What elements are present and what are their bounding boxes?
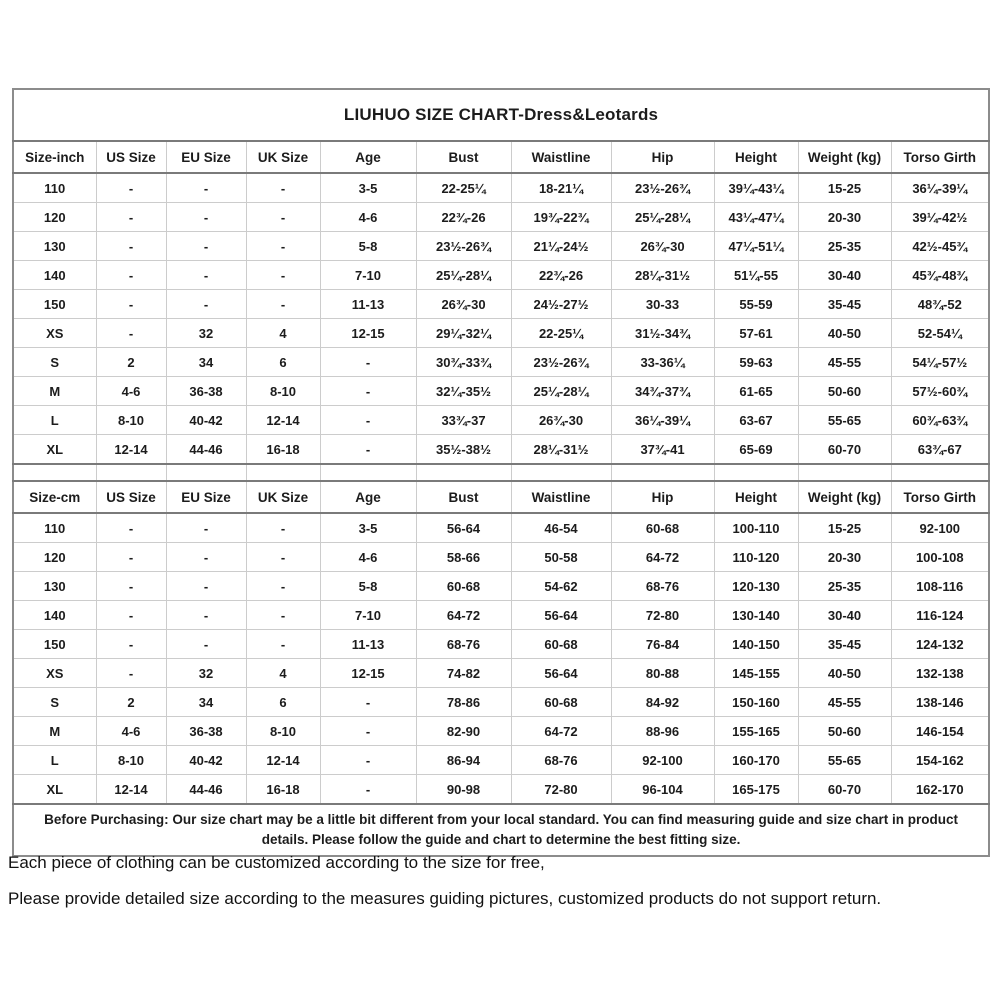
column-header: Age [320,481,416,513]
measurement-cell: - [246,173,320,203]
size-label-cell: L [13,406,96,435]
measurement-cell: 16-18 [246,775,320,805]
measurement-cell: 12-14 [246,406,320,435]
measurement-cell: - [246,513,320,543]
measurement-cell: 92-100 [611,746,714,775]
size-chart-table [12,88,990,857]
column-header: Bust [416,481,511,513]
measurement-cell: 42½-45¾ [891,232,989,261]
measurement-cell: 84-92 [611,688,714,717]
column-header: Height [714,481,798,513]
measurement-cell: 57-61 [714,319,798,348]
measurement-cell: 28¼-31½ [511,435,611,465]
measurement-cell: 56-64 [416,513,511,543]
measurement-cell: 32 [166,319,246,348]
measurement-cell: 65-69 [714,435,798,465]
measurement-cell: 155-165 [714,717,798,746]
measurement-cell: - [166,261,246,290]
measurement-cell: 55-65 [798,406,891,435]
measurement-cell: 132-138 [891,659,989,688]
measurement-cell: - [246,601,320,630]
column-header: Weight (kg) [798,141,891,173]
measurement-cell: 33-36¼ [611,348,714,377]
measurement-cell: 72-80 [511,775,611,805]
column-header: Age [320,141,416,173]
measurement-cell: 3-5 [320,513,416,543]
measurement-cell: 28¼-31½ [611,261,714,290]
measurement-cell: 54-62 [511,572,611,601]
measurement-cell: 46-54 [511,513,611,543]
measurement-cell: 100-108 [891,543,989,572]
measurement-cell: 68-76 [416,630,511,659]
measurement-cell: 2 [96,688,166,717]
size-label-cell: M [13,717,96,746]
table-row [13,173,989,203]
measurement-cell: 4 [246,319,320,348]
measurement-cell: 63-67 [714,406,798,435]
measurement-cell: - [96,173,166,203]
measurement-cell: 22¾-26 [511,261,611,290]
measurement-cell: 12-15 [320,319,416,348]
measurement-cell: 68-76 [511,746,611,775]
measurement-cell: 162-170 [891,775,989,805]
measurement-cell: 92-100 [891,513,989,543]
measurement-cell: 36-38 [166,377,246,406]
measurement-cell: 7-10 [320,601,416,630]
column-header: EU Size [166,141,246,173]
measurement-cell: - [320,746,416,775]
table-row [13,406,989,435]
measurement-cell: 76-84 [611,630,714,659]
measurement-cell: - [166,513,246,543]
table-row [13,348,989,377]
table-row [13,203,989,232]
measurement-cell: 51¼-55 [714,261,798,290]
table-row [13,746,989,775]
measurement-cell: 32¼-35½ [416,377,511,406]
table-row [13,630,989,659]
measurement-cell: 34 [166,688,246,717]
table-row [13,688,989,717]
measurement-cell: - [246,290,320,319]
measurement-cell: 43¼-47¼ [714,203,798,232]
measurement-cell: 5-8 [320,572,416,601]
measurement-cell: 45-55 [798,348,891,377]
measurement-cell: 36-38 [166,717,246,746]
customization-note-line2: Please provide detailed size according to the measures guiding pictures, customized products do not support return. [8,889,882,908]
measurement-cell: - [166,543,246,572]
measurement-cell: 52-54¼ [891,319,989,348]
customization-note-line1: Each piece of clothing can be customized according to the size for free, [8,853,545,872]
size-label-cell: 140 [13,601,96,630]
measurement-cell: 50-60 [798,377,891,406]
measurement-cell: - [96,203,166,232]
column-header: Height [714,141,798,173]
table-row [13,717,989,746]
measurement-cell: 2 [96,348,166,377]
measurement-cell: 25-35 [798,572,891,601]
measurement-cell: 39¼-43¼ [714,173,798,203]
measurement-cell: 64-72 [416,601,511,630]
measurement-cell: - [246,261,320,290]
note-row [13,804,989,856]
measurement-cell: 40-50 [798,319,891,348]
size-label-cell: 120 [13,543,96,572]
spacer-cell [320,464,416,481]
cm-table-section [13,481,989,804]
measurement-cell: - [96,601,166,630]
size-label-cell: 150 [13,630,96,659]
measurement-cell: 64-72 [611,543,714,572]
measurement-cell: 57½-60¾ [891,377,989,406]
measurement-cell: - [166,290,246,319]
measurement-cell: 11-13 [320,630,416,659]
measurement-cell: 86-94 [416,746,511,775]
measurement-cell: - [96,290,166,319]
table-row [13,543,989,572]
column-header: US Size [96,481,166,513]
measurement-cell: 108-116 [891,572,989,601]
spacer-cell [714,464,798,481]
column-header: Hip [611,481,714,513]
measurement-cell: 60-68 [511,688,611,717]
measurement-cell: 61-65 [714,377,798,406]
column-header: Size-cm [13,481,96,513]
spacer-cell [166,464,246,481]
column-header: Torso Girth [891,481,989,513]
measurement-cell: 150-160 [714,688,798,717]
measurement-cell: 25¼-28¼ [511,377,611,406]
measurement-cell: 22¾-26 [416,203,511,232]
size-label-cell: XS [13,659,96,688]
table-spacer-row [13,464,989,481]
table-row [13,435,989,465]
measurement-cell: 25¼-28¼ [611,203,714,232]
measurement-cell: 160-170 [714,746,798,775]
measurement-cell: 60-68 [611,513,714,543]
measurement-cell: - [96,319,166,348]
size-label-cell: 130 [13,232,96,261]
measurement-cell: 39¼-42½ [891,203,989,232]
measurement-cell: 78-86 [416,688,511,717]
size-label-cell: XL [13,435,96,465]
size-label-cell: S [13,348,96,377]
header-row [13,481,989,513]
measurement-cell: 26¾-30 [511,406,611,435]
spacer-cell [416,464,511,481]
column-header: Weight (kg) [798,481,891,513]
measurement-cell: 22-25¼ [511,319,611,348]
measurement-cell: 8-10 [246,717,320,746]
measurement-cell: 56-64 [511,601,611,630]
measurement-cell: 20-30 [798,543,891,572]
measurement-cell: 33¾-37 [416,406,511,435]
spacer-cell [13,464,96,481]
measurement-cell: 138-146 [891,688,989,717]
table-row [13,775,989,805]
measurement-cell: 26¾-30 [416,290,511,319]
spacer-cell [96,464,166,481]
measurement-cell: 24½-27½ [511,290,611,319]
measurement-cell: - [320,775,416,805]
measurement-cell: - [320,688,416,717]
size-label-cell: XL [13,775,96,805]
measurement-cell: - [166,203,246,232]
purchase-note: Before Purchasing: Our size chart may be a little bit different from your local standard. You can find measuring guide and size chart in product details. Please follow the guide and chart to determine the best fitting size. [13,804,989,856]
measurement-cell: 8-10 [96,746,166,775]
measurement-cell: 140-150 [714,630,798,659]
header-row [13,141,989,173]
measurement-cell: 15-25 [798,513,891,543]
measurement-cell: - [96,232,166,261]
measurement-cell: 22-25¼ [416,173,511,203]
size-label-cell: 140 [13,261,96,290]
measurement-cell: 8-10 [96,406,166,435]
measurement-cell: 165-175 [714,775,798,805]
measurement-cell: 44-46 [166,775,246,805]
measurement-cell: 64-72 [511,717,611,746]
column-header: UK Size [246,481,320,513]
table-row [13,290,989,319]
measurement-cell: 30-40 [798,261,891,290]
measurement-cell: 45¾-48¾ [891,261,989,290]
size-label-cell: S [13,688,96,717]
size-label-cell: 110 [13,173,96,203]
measurement-cell: 60¾-63¾ [891,406,989,435]
measurement-cell: 30-40 [798,601,891,630]
measurement-cell: - [320,717,416,746]
table-row [13,377,989,406]
measurement-cell: 32 [166,659,246,688]
measurement-cell: 30¾-33¾ [416,348,511,377]
measurement-cell: - [96,659,166,688]
table-row [13,232,989,261]
measurement-cell: 23½-26¾ [416,232,511,261]
column-header: Size-inch [13,141,96,173]
measurement-cell: 82-90 [416,717,511,746]
measurement-cell: 110-120 [714,543,798,572]
measurement-cell: 72-80 [611,601,714,630]
measurement-cell: 55-65 [798,746,891,775]
measurement-cell: 120-130 [714,572,798,601]
column-header: UK Size [246,141,320,173]
table-row [13,319,989,348]
measurement-cell: 100-110 [714,513,798,543]
measurement-cell: 96-104 [611,775,714,805]
measurement-cell: 29¼-32¼ [416,319,511,348]
chart-title: LIUHUO SIZE CHART-Dress&Leotards [13,89,989,141]
measurement-cell: 18-21¼ [511,173,611,203]
measurement-cell: - [166,630,246,659]
size-label-cell: 110 [13,513,96,543]
measurement-cell: 130-140 [714,601,798,630]
measurement-cell: - [96,261,166,290]
table-row [13,513,989,543]
measurement-cell: 15-25 [798,173,891,203]
measurement-cell: 20-30 [798,203,891,232]
column-header: Waistline [511,481,611,513]
measurement-cell: - [96,630,166,659]
measurement-cell: 60-68 [511,630,611,659]
measurement-cell: 54¼-57½ [891,348,989,377]
measurement-cell: 25¼-28¼ [416,261,511,290]
column-header: Hip [611,141,714,173]
measurement-cell: 12-14 [96,435,166,465]
measurement-cell: 34 [166,348,246,377]
measurement-cell: 25-35 [798,232,891,261]
measurement-cell: 4-6 [96,377,166,406]
measurement-cell: 50-58 [511,543,611,572]
measurement-cell: 4-6 [96,717,166,746]
measurement-cell: - [320,377,416,406]
measurement-cell: 44-46 [166,435,246,465]
measurement-cell: 88-96 [611,717,714,746]
measurement-cell: - [166,173,246,203]
measurement-cell: 47¼-51¼ [714,232,798,261]
measurement-cell: 34¾-37¾ [611,377,714,406]
measurement-cell: 6 [246,348,320,377]
measurement-cell: - [320,348,416,377]
measurement-cell: 55-59 [714,290,798,319]
spacer-cell [246,464,320,481]
measurement-cell: 3-5 [320,173,416,203]
measurement-cell: 12-15 [320,659,416,688]
measurement-cell: 4-6 [320,203,416,232]
measurement-cell: - [96,543,166,572]
measurement-cell: 50-60 [798,717,891,746]
measurement-cell: 31½-34¾ [611,319,714,348]
measurement-cell: 12-14 [96,775,166,805]
measurement-cell: 4-6 [320,543,416,572]
measurement-cell: - [320,435,416,465]
column-header: EU Size [166,481,246,513]
measurement-cell: 6 [246,688,320,717]
measurement-cell: - [166,232,246,261]
measurement-cell: 8-10 [246,377,320,406]
measurement-cell: 60-70 [798,435,891,465]
measurement-cell: - [166,601,246,630]
measurement-cell: 12-14 [246,746,320,775]
measurement-cell: 7-10 [320,261,416,290]
spacer-cell [611,464,714,481]
measurement-cell: 45-55 [798,688,891,717]
measurement-cell: 16-18 [246,435,320,465]
measurement-cell: - [246,232,320,261]
column-header: Waistline [511,141,611,173]
measurement-cell: - [246,543,320,572]
column-header: US Size [96,141,166,173]
measurement-cell: 35½-38½ [416,435,511,465]
measurement-cell: 37¾-41 [611,435,714,465]
measurement-cell: 154-162 [891,746,989,775]
measurement-cell: - [246,630,320,659]
measurement-cell: - [320,406,416,435]
measurement-cell: 60-68 [416,572,511,601]
size-label-cell: L [13,746,96,775]
measurement-cell: 36¼-39¼ [891,173,989,203]
measurement-cell: - [96,513,166,543]
measurement-cell: 63¾-67 [891,435,989,465]
measurement-cell: 116-124 [891,601,989,630]
measurement-cell: 124-132 [891,630,989,659]
column-header: Bust [416,141,511,173]
measurement-cell: 19¾-22¾ [511,203,611,232]
measurement-cell: 30-33 [611,290,714,319]
measurement-cell: 74-82 [416,659,511,688]
measurement-cell: 40-42 [166,406,246,435]
measurement-cell: 4 [246,659,320,688]
measurement-cell: 58-66 [416,543,511,572]
measurement-cell: 35-45 [798,290,891,319]
measurement-cell: 36¼-39¼ [611,406,714,435]
measurement-cell: 40-50 [798,659,891,688]
size-label-cell: 120 [13,203,96,232]
measurement-cell: 23½-26¾ [611,173,714,203]
measurement-cell: 5-8 [320,232,416,261]
table-row [13,572,989,601]
measurement-cell: - [246,572,320,601]
measurement-cell: 145-155 [714,659,798,688]
spacer-cell [891,464,989,481]
measurement-cell: 48¾-52 [891,290,989,319]
size-label-cell: XS [13,319,96,348]
table-row [13,659,989,688]
column-header: Torso Girth [891,141,989,173]
size-label-cell: M [13,377,96,406]
measurement-cell: - [96,572,166,601]
spacer-cell [511,464,611,481]
size-label-cell: 150 [13,290,96,319]
measurement-cell: 146-154 [891,717,989,746]
spacer-cell [798,464,891,481]
measurement-cell: 59-63 [714,348,798,377]
measurement-cell: 21¼-24½ [511,232,611,261]
measurement-cell: 11-13 [320,290,416,319]
measurement-cell: 90-98 [416,775,511,805]
measurement-cell: 60-70 [798,775,891,805]
measurement-cell: 35-45 [798,630,891,659]
measurement-cell: 80-88 [611,659,714,688]
measurement-cell: - [166,572,246,601]
measurement-cell: - [246,203,320,232]
measurement-cell: 26¾-30 [611,232,714,261]
measurement-cell: 56-64 [511,659,611,688]
measurement-cell: 23½-26¾ [511,348,611,377]
table-row [13,601,989,630]
size-label-cell: 130 [13,572,96,601]
table-row [13,261,989,290]
measurement-cell: 68-76 [611,572,714,601]
inch-table-section [13,141,989,464]
measurement-cell: 40-42 [166,746,246,775]
title-row [13,89,989,141]
